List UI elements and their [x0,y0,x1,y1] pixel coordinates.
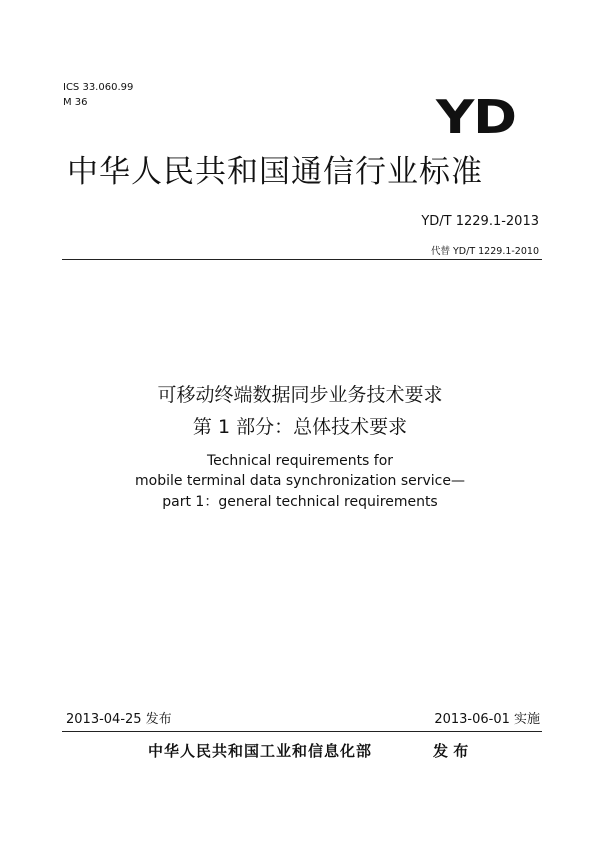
title-chinese-line1: 可移动终端数据同步业务技术要求 [157,384,443,406]
implement-date: 2013-06-01 实施 [434,712,540,727]
title-chinese-line2: 第 1 部分：总体技术要求 [192,416,408,438]
title-english-line1: Technical requirements for [206,453,394,469]
replaces-number: YD/T 1229.1-2010 [453,246,539,257]
footer-divider [62,731,542,732]
replaces-label: 代替 [430,246,450,257]
header-divider [62,259,542,260]
classification-code: M 36 [63,97,88,108]
yd-logo: YD [436,90,516,144]
issue-label: 发 布 [433,742,469,760]
standard-number: YD/T 1229.1-2013 [421,214,539,229]
issuing-authority: 中华人民共和国工业和信息化部 [148,742,373,760]
replaces-note [431,246,539,258]
publish-date: 2013-04-25 发布 [66,712,172,727]
standard-category-title: 中华人民共和国通信行业标准 [67,154,483,190]
title-english-line2: mobile terminal data synchronization service— [135,473,465,489]
ics-code: ICS 33.060.99 [63,82,134,93]
title-english-line3: part 1：general technical requirements [162,494,438,510]
